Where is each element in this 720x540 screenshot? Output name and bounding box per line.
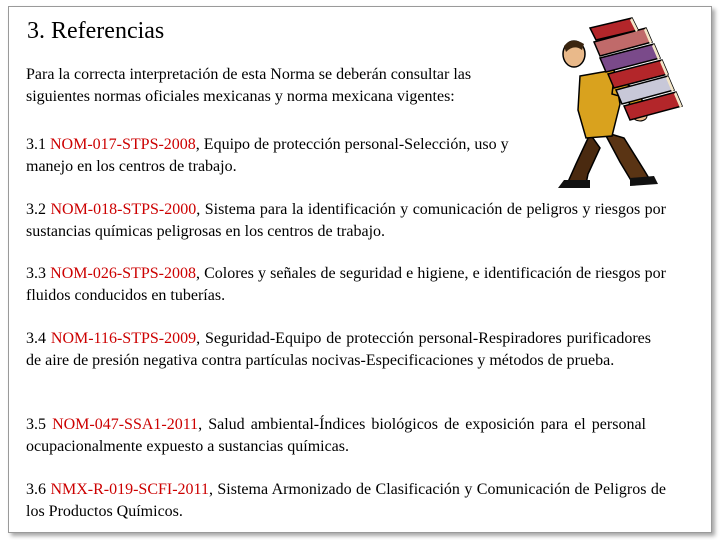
person-carrying-books-icon [528,14,698,192]
reference-number: 3.3 [26,265,46,282]
reference-code: NOM-018-STPS-2000 [50,201,197,218]
page-title: 3. Referencias [27,18,165,44]
reference-item-3-6 [26,479,666,523]
reference-item-3-5 [26,414,646,458]
reference-item-3-1 [26,134,536,178]
reference-item-3-4 [26,328,651,372]
reference-code: NMX-R-019-SCFI-2011 [50,481,209,498]
reference-number: 3.4 [26,330,46,347]
reference-number: 3.6 [26,481,46,498]
reference-description: , Equipo de protección personal-Selección, uso y manejo en los centros de trabajo. [26,136,509,175]
intro-paragraph: Para la correcta interpretación de esta Norma se deberán consultar las siguientes normas oficiales mexicanas y norma mexicana vigentes: [26,66,472,105]
reference-number: 3.2 [26,201,46,218]
reference-description: , Colores y señales de seguridad e higiene, e identificación de riesgos por fluidos conducidos en tuberías. [26,265,667,304]
reference-description: , Seguridad-Equipo de protección personal-Respiradores purificadores de aire de presión negativa contra partículas nocivas-Especificaciones y métodos de prueba. [26,330,652,369]
reference-code: NOM-116-STPS-2009 [50,330,197,347]
reference-code: NOM-026-STPS-2008 [50,265,196,282]
reference-description: , Sistema Armonizado de Clasificación y Comunicación de Peligros de los Productos Químicos. [26,481,667,520]
reference-code: NOM-017-STPS-2008 [50,136,196,153]
reference-number: 3.1 [26,136,46,153]
reference-item-3-3 [26,263,666,307]
reference-item-3-2 [26,199,666,243]
reference-code: NOM-047-SSA1-2011 [52,416,199,433]
reference-number: 3.5 [26,416,46,433]
reference-description: , Salud ambiental-Índices biológicos de exposición para el personal ocupacionalmente expuesto a sustancias químicas. [26,416,647,455]
reference-description: , Sistema para la identificación y comunicación de peligros y riesgos por sustancias químicas peligrosas en los centros de trabajo. [26,201,667,240]
